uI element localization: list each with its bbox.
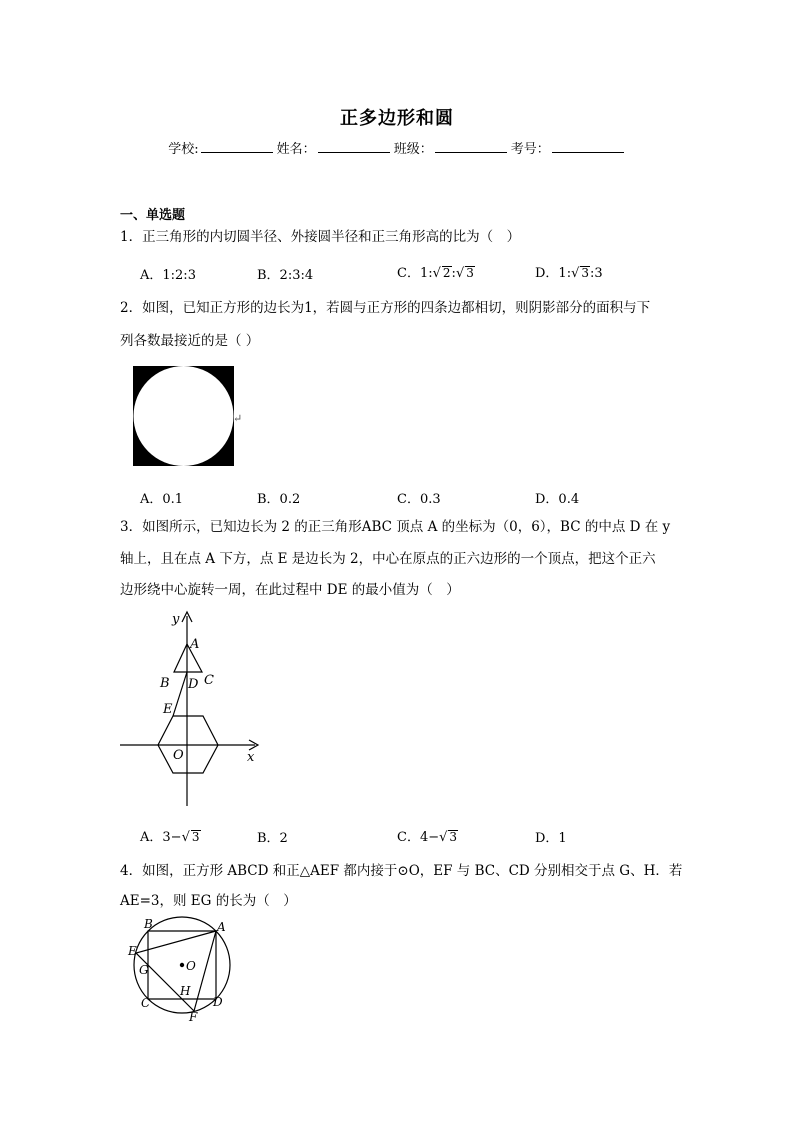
q4-text-line1: 4．如图，正方形 ABCD 和正△AEF 都内接于⊙O，EF 与 BC、CD 分别相交于点 G、H．若 [120, 863, 683, 879]
q2-option-d: D．0.4 [535, 492, 580, 507]
center-dot [180, 963, 184, 967]
student-info-line [0, 138, 794, 157]
q1-option-d [535, 262, 603, 281]
sqrt-sign: √ [439, 830, 448, 845]
q2-option-a: A．0.1 [140, 492, 184, 507]
q3-a-prefix: A．3− [140, 830, 182, 845]
q1-option-c [397, 262, 475, 281]
q3-a-radicand: 3 [191, 830, 200, 844]
label-y: y [172, 612, 180, 627]
q1-d-prefix: D．1: [535, 266, 572, 281]
school-label: 学校: [168, 142, 199, 157]
class-label: 班级： [393, 142, 433, 157]
q1-option-b: B．2:3:4 [257, 268, 314, 283]
label-f: F [189, 1010, 198, 1023]
label-e: E [128, 944, 137, 958]
section-title: 一、单选题 [120, 208, 186, 223]
q1-d-radicand: 3 [581, 266, 590, 280]
q3-option-c [397, 826, 458, 845]
q4-text-line2: AE=3，则 EG 的长为（ ） [120, 893, 297, 909]
segment-de [173, 672, 187, 716]
label-b: B [144, 917, 153, 931]
q3-option-b: B．2 [257, 831, 288, 846]
label-c: C [204, 673, 214, 688]
label-x: x [247, 750, 255, 765]
id-blank[interactable] [552, 140, 624, 153]
label-e: E [163, 702, 173, 717]
q3-text-line3: 边形绕中心旋转一周，在此过程中 DE 的最小值为（ ） [120, 582, 460, 598]
label-g: G [139, 963, 149, 977]
return-mark: ↵ [233, 412, 243, 425]
q1-text: 1．正三角形的内切圆半径、外接圆半径和正三角形高的比为（ ） [120, 229, 521, 245]
q1-c-separator: : [451, 266, 456, 281]
sqrt-sign: √ [455, 266, 465, 281]
name-blank[interactable] [318, 140, 390, 153]
school-blank[interactable] [201, 140, 273, 153]
label-d: D [188, 677, 199, 692]
label-b: B [160, 676, 170, 691]
label-o: O [186, 959, 196, 973]
q4-figure-circle [124, 915, 239, 1023]
q1-c-radicand-1: 2 [442, 266, 451, 280]
sqrt-sign: √ [571, 266, 580, 281]
q2-option-c: C．0.3 [397, 492, 441, 507]
q3-figure-coordinate [115, 606, 275, 810]
label-a: A [190, 637, 200, 652]
q1-c-prefix: C．1: [397, 266, 433, 281]
class-blank[interactable] [435, 140, 507, 153]
q2-option-b: B．0.2 [257, 492, 301, 507]
sqrt-sign: √ [181, 830, 190, 845]
inscribed-circle [134, 366, 234, 466]
label-a: A [217, 920, 226, 934]
q1-option-a: A．1:2:3 [140, 268, 196, 283]
sqrt-sign: √ [432, 266, 441, 281]
label-h: H [180, 984, 191, 998]
page-title: 正多边形和圆 [340, 108, 454, 129]
label-d: D [213, 995, 223, 1009]
name-label: 姓名： [276, 142, 316, 157]
id-label: 考号： [510, 142, 550, 157]
q2-text-line2: 列各数最接近的是（ ） [120, 333, 260, 349]
q3-text-line2: 轴上，且在点 A 下方，点 E 是边长为 2，中心在原点的正六边形的一个顶点，把这个正六 [120, 551, 656, 567]
label-o: O [173, 748, 184, 763]
q3-c-radicand: 3 [449, 830, 458, 844]
q2-figure-square-circle [130, 364, 245, 470]
q2-text-line1: 2．如图，已知正方形的边长为1，若圆与正方形的四条边都相切，则阴影部分的面积与下 [120, 300, 651, 316]
q3-text-line1: 3．如图所示，已知边长为 2 的正三角形ABC 顶点 A 的坐标为（0，6），BC 的中点 D 在 y [120, 519, 671, 535]
q1-c-radicand-2: 3 [466, 266, 474, 280]
q3-option-a [140, 826, 201, 845]
q3-option-d: D．1 [535, 831, 567, 846]
label-c: C [141, 996, 151, 1010]
q1-d-suffix: :3 [590, 266, 603, 281]
q3-c-prefix: C．4− [397, 830, 440, 845]
